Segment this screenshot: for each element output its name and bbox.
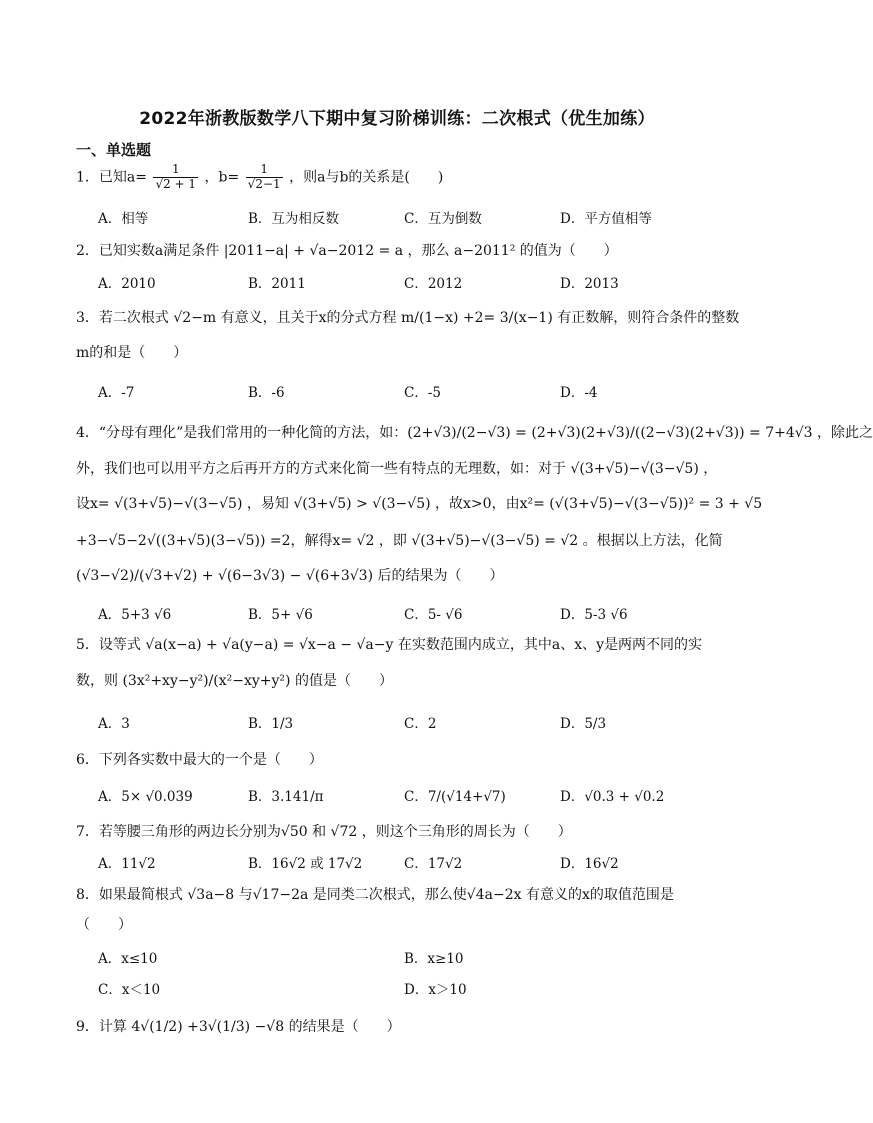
question-3-cont: m的和是（ ） (76, 345, 188, 361)
question-4-line-5: (√3−√2)/(√3+√2) + √(6−3√3) − √(6+3√3) 后的结果为（ ） (76, 568, 504, 584)
option[interactable]: A．2010 (98, 276, 156, 292)
option[interactable]: B．2011 (248, 276, 306, 292)
option[interactable]: D．x＞10 (404, 982, 467, 998)
option[interactable]: A．3 (98, 716, 130, 732)
fraction: $\frac{1}{√2-1}$ (247, 162, 281, 191)
option[interactable]: D．-4 (560, 385, 598, 401)
page-title: 2022年浙教版数学八下期中复习阶梯训练：二次根式（优生加练） (139, 109, 655, 129)
question-4-line-2: 外，我们也可以用平方之后再开方的方式来化简一些有特点的无理数，如：对于 √(3+√5)−√(3−√5) ， (76, 461, 718, 477)
option[interactable]: A．-7 (98, 385, 135, 401)
option[interactable]: D．5/3 (560, 716, 607, 732)
question-4: 4．“分母有理化”是我们常用的一种化简的方法，如：(2+√3)/(2−√3) = (2+√3)(2+√3)/((2−√3)(2+√3)) = 7+4√3 ，除此之 (76, 425, 873, 441)
option[interactable]: D．5-3 √6 (560, 607, 628, 623)
question-2: 2．已知实数a满足条件 |2011−a| + √a−2012 = a ，那么 a−2011² 的值为（ ） (76, 243, 618, 259)
fraction: $\frac{1}{√2 + 1}$ (155, 162, 197, 191)
section-heading: 一、单选题 (76, 141, 152, 159)
option[interactable]: A．5× √0.039 (98, 789, 193, 805)
option[interactable]: A．相等 (98, 211, 149, 227)
option[interactable]: D．√0.3 + √0.2 (560, 789, 665, 805)
option[interactable]: C．-5 (404, 385, 441, 401)
option[interactable]: B．16√2 或 17√2 (248, 856, 363, 872)
option[interactable]: A．5+3 √6 (98, 607, 172, 623)
question-8-cont: （ ） (76, 917, 132, 933)
option[interactable]: C．x＜10 (98, 982, 161, 998)
question-5-line-2: 数，则 (3x²+xy−y²)/(x²−xy+y²) 的值是（ ） (76, 673, 393, 689)
option[interactable]: B．-6 (248, 385, 285, 401)
option[interactable]: B．1/3 (248, 716, 294, 732)
option[interactable]: C．7/(√14+√7) (404, 789, 506, 805)
option[interactable]: C．2 (404, 716, 437, 732)
option[interactable]: C．2012 (404, 276, 463, 292)
question-5: 5．设等式 √a(x−a) + √a(y−a) = √x−a − √a−y 在实数范围内成立，其中a、x、y是两两不同的实 (76, 637, 703, 653)
question-3: 3．若二次根式 √2−m 有意义，且关于x的分式方程 m/(1−x) +2= 3/(x−1) 有正数解，则符合条件的整数 (76, 310, 740, 326)
question-8: 8．如果最简根式 √3a−8 与√17−2a 是同类二次根式，那么使√4a−2x 有意义的x的取值范围是 (76, 887, 674, 903)
option[interactable]: D．平方值相等 (560, 211, 652, 227)
option[interactable]: B．x≥10 (404, 951, 464, 967)
option[interactable]: C．17√2 (404, 856, 463, 872)
option[interactable]: A．x≤10 (98, 951, 158, 967)
option[interactable]: D．16√2 (560, 856, 619, 872)
option[interactable]: B．互为相反数 (248, 211, 339, 227)
option[interactable]: D．2013 (560, 276, 619, 292)
question-1: 1．已知a= $\frac{1}{√2 + 1}$ ，b= $\frac{1}{√2-1}$ ，则a与b的关系是( ) (76, 162, 444, 191)
option[interactable]: C．互为倒数 (404, 211, 482, 227)
question-7: 7．若等腰三角形的两边长分别为√50 和 √72 ，则这个三角形的周长为（ ） (76, 824, 572, 840)
question-4-line-4: +3−√5−2√((3+√5)(3−√5)) =2，解得x= √2 ，即 √(3+√5)−√(3−√5) = √2 。根据以上方法，化简 (76, 533, 723, 549)
question-4-line-3: 设x= √(3+√5)−√(3−√5) ，易知 √(3+√5) > √(3−√5) ，故x>0，由x²= (√(3+√5)−√(3−√5))² = 3 + √5 (76, 496, 763, 512)
question-6: 6．下列各实数中最大的一个是（ ） (76, 752, 323, 768)
option[interactable]: C．5- √6 (404, 607, 463, 623)
option[interactable]: B．5+ √6 (248, 607, 313, 623)
option[interactable]: A．11√2 (98, 856, 156, 872)
option[interactable]: B．3.141/π (248, 789, 324, 805)
question-9: 9．计算 4√(1/2) +3√(1/3) −√8 的结果是（ ） (76, 1019, 401, 1035)
